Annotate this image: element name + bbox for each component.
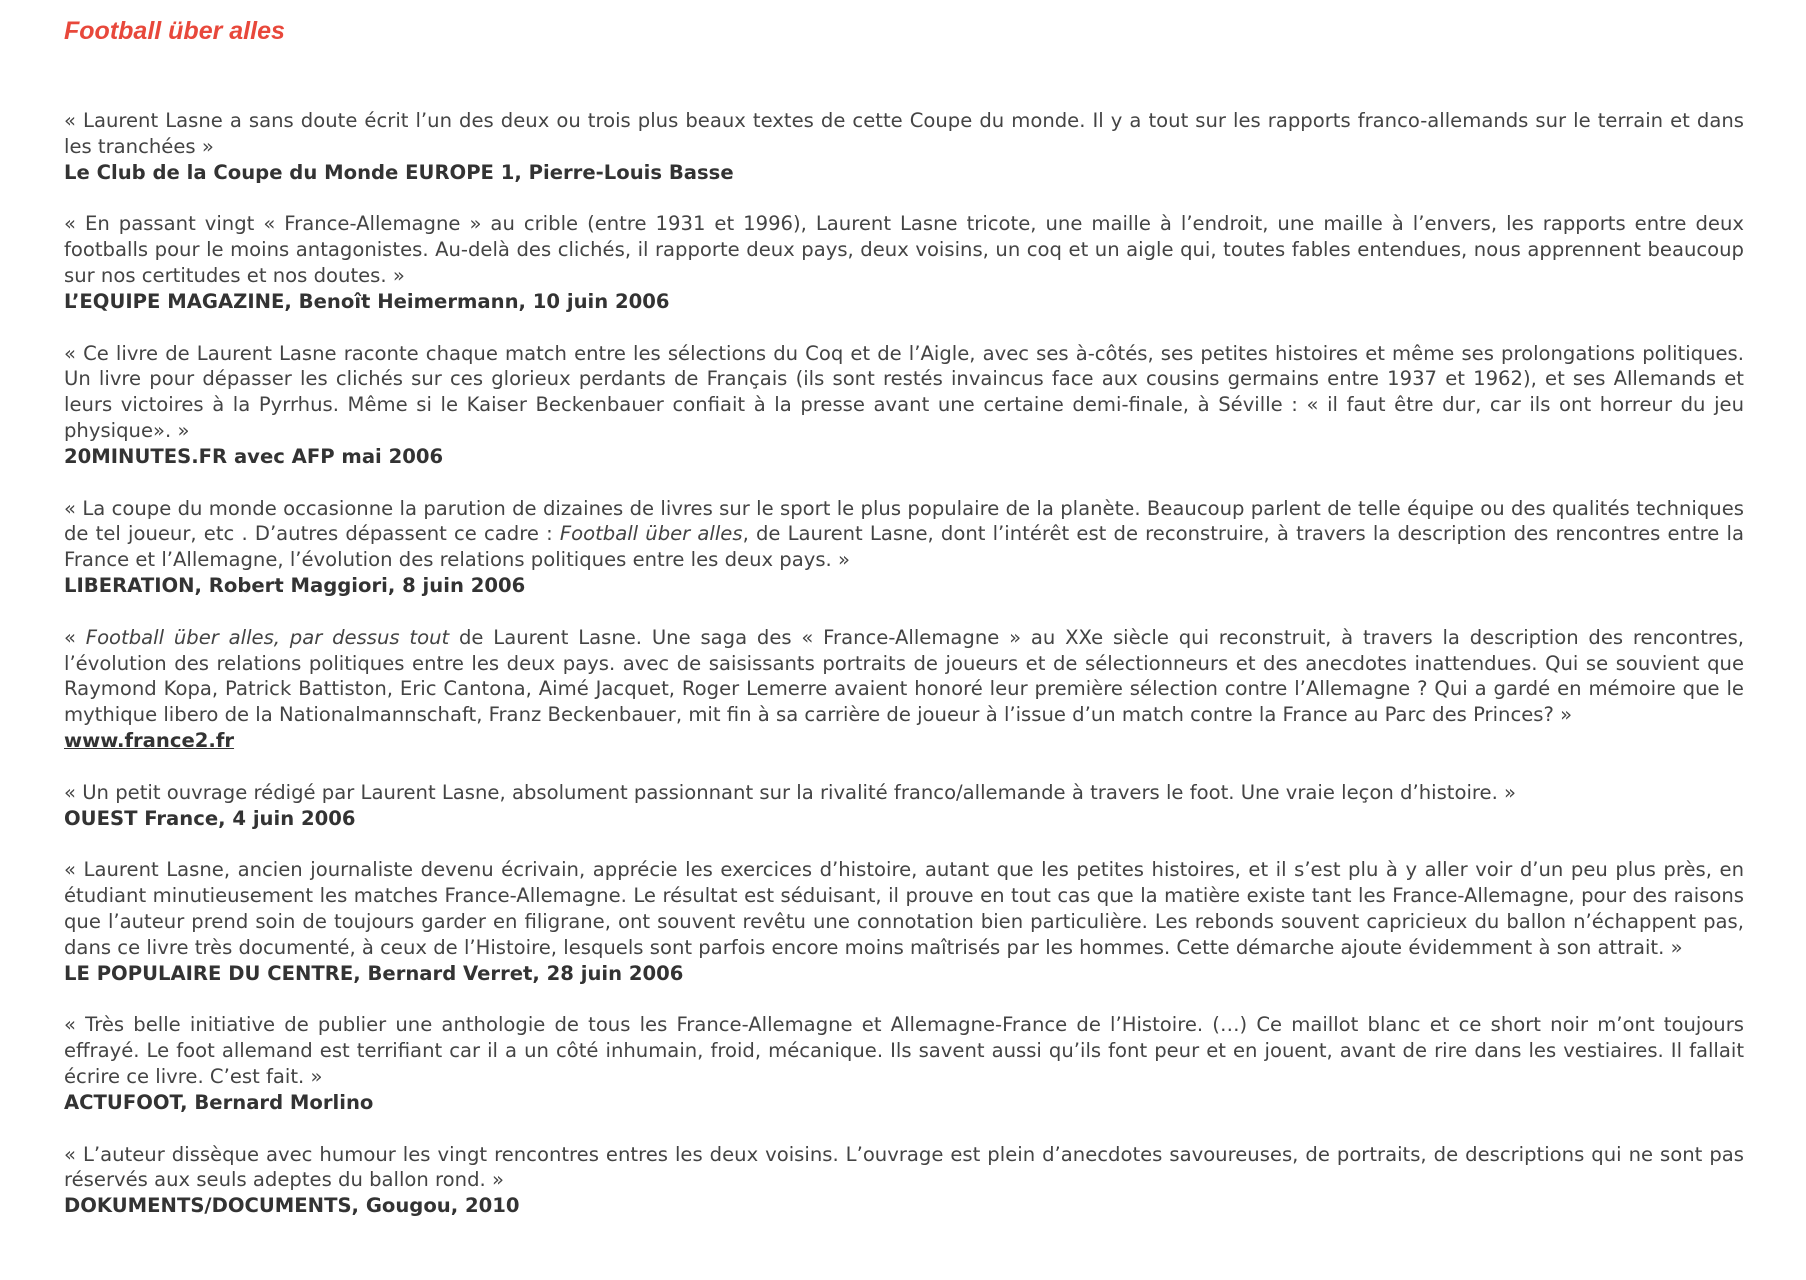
review-item	[64, 108, 1744, 185]
review-quote: « Laurent Lasne a sans doute écrit l’un des deux ou trois plus beaux textes de cette Coupe du monde. Il y a tout sur les rapports franco-allemands sur le terrain et dans les tranchées »	[64, 109, 1744, 158]
france2-link[interactable]: www.france2.fr	[64, 728, 235, 752]
review-source: LIBERATION, Robert Maggiori, 8 juin 2006	[64, 573, 526, 597]
review-quote	[64, 625, 1744, 728]
review-item	[64, 625, 1744, 754]
review-quote: « Laurent Lasne, ancien journaliste devenu écrivain, apprécie les exercices d’histoire, autant que les petites histoires, et il s’est plu à y aller voir d’un peu plus près, en étudiant minutieusement les matches France-Allemagne. Le résultat est séduisant, il prouve en tout cas que la matière existe tant les France-Allemagne, pour des raisons que l’auteur prend soin de toujours garder en filigrane, ont souvent revêtu une connotation bien particulière. Les rebonds souvent capricieux du ballon n’échappent pas, dans ce livre très documenté, à ceux de l’Histoire, lesquels sont parfois encore moins maîtrisés par les hommes. Cette démarche ajoute évidemment à son attrait. »	[64, 858, 1744, 959]
review-item	[64, 341, 1744, 470]
review-item	[64, 1012, 1744, 1115]
review-source: 20MINUTES.FR avec AFP mai 2006	[64, 444, 444, 468]
review-item	[64, 780, 1744, 832]
review-item	[64, 496, 1744, 599]
review-source: LE POPULAIRE DU CENTRE, Bernard Verret, 28 juin 2006	[64, 961, 684, 985]
review-item	[64, 211, 1744, 314]
press-reviews	[64, 108, 1744, 1245]
review-item	[64, 1142, 1744, 1219]
review-quote	[64, 496, 1744, 573]
review-source: DOKUMENTS/DOCUMENTS, Gougou, 2010	[64, 1194, 520, 1218]
review-source: ACTUFOOT, Bernard Morlino	[64, 1090, 374, 1114]
book-title-italic: Football über alles, par dessus tout	[85, 625, 450, 649]
review-source: Le Club de la Coupe du Monde EUROPE 1, Pierre-Louis Basse	[64, 160, 734, 184]
review-quote: « En passant vingt « France-Allemagne » au crible (entre 1931 et 1996), Laurent Lasne tricote, une maille à l’endroit, une maille à l’envers, les rapports entre deux footballs pour le moins antagonistes. Au-delà des clichés, il rapporte deux pays, deux voisins, un coq et un aigle qui, toutes fables entendues, nous apprennent beaucoup sur nos certitudes et nos doutes. »	[64, 212, 1744, 287]
review-source: OUEST France, 4 juin 2006	[64, 806, 356, 830]
review-source	[64, 728, 1744, 754]
quote-text: , de Laurent Lasne, dont l’intérêt est de reconstruire, à travers la description des rencontres entre la France et l’Allemagne, l’évolution des relations politiques entre les deux pays. »	[64, 522, 1744, 572]
book-title-italic: Football über alles	[559, 522, 743, 546]
quote-text: de Laurent Lasne. Une saga des « France-Allemagne » au XXe siècle qui reconstruit, à travers la description des rencontres, l’évolution des relations politiques entre les deux pays. avec de saisissants portraits de joueurs et de sélectionneurs et des anecdotes inattendues. Qui se souvient que Raymond Kopa, Patrick Battiston, Eric Cantona, Aimé Jacquet, Roger Lemerre avaient honoré leur première sélection contre l’Allemagne ? Qui a gardé en mémoire que le mythique libero de la Nationalmannschaft, Franz Beckenbauer, mit fin à sa carrière de joueur à l’issue d’un match contre la France au Parc des Princes? »	[64, 625, 1745, 727]
quote-text: « La coupe du monde occasionne la parution de dizaines de livres sur le sport le plus populaire de la planète. Beaucoup parlent de telle équipe ou des qualités techniques de tel joueur, etc . D’autres dépassent ce cadre :	[64, 496, 1744, 546]
review-quote: « Ce livre de Laurent Lasne raconte chaque match entre les sélections du Coq et de l’Aigle, avec ses à-côtés, ses petites histoires et même ses prolongations politiques. Un livre pour dépasser les clichés sur ces glorieux perdants de Français (ils sont restés invaincus face aux cousins germains entre 1937 et 1962), et ses Allemands et leurs victoires à la Pyrrhus. Même si le Kaiser Beckenbauer confiait à la presse avant une certaine demi-finale, à Séville : « il faut être dur, car ils ont horreur du jeu physique». »	[64, 341, 1744, 442]
page-title: Football über alles	[64, 17, 285, 45]
review-quote: « Un petit ouvrage rédigé par Laurent Lasne, absolument passionnant sur la rivalité franco/allemande à travers le foot. Une vraie leçon d’histoire. »	[64, 780, 1517, 804]
quote-text: «	[64, 625, 86, 649]
review-quote: « L’auteur dissèque avec humour les vingt rencontres entres les deux voisins. L’ouvrage est plein d’anecdotes savoureuses, de portraits, de descriptions qui ne sont pas réservés aux seuls adeptes du ballon rond. »	[64, 1142, 1744, 1192]
review-source: L’EQUIPE MAGAZINE, Benoît Heimermann, 10 juin 2006	[64, 289, 670, 313]
review-item	[64, 857, 1744, 986]
review-quote: « Très belle initiative de publier une anthologie de tous les France-Allemagne et Allemagne-France de l’Histoire. (…) Ce maillot blanc et ce short noir m’ont toujours effrayé. Le foot allemand est terrifiant car il a un côté inhumain, froid, mécanique. Ils savent aussi qu’ils font peur et en jouent, avant de rire dans les vestiaires. Il fallait écrire ce livre. C’est fait. »	[64, 1013, 1744, 1088]
